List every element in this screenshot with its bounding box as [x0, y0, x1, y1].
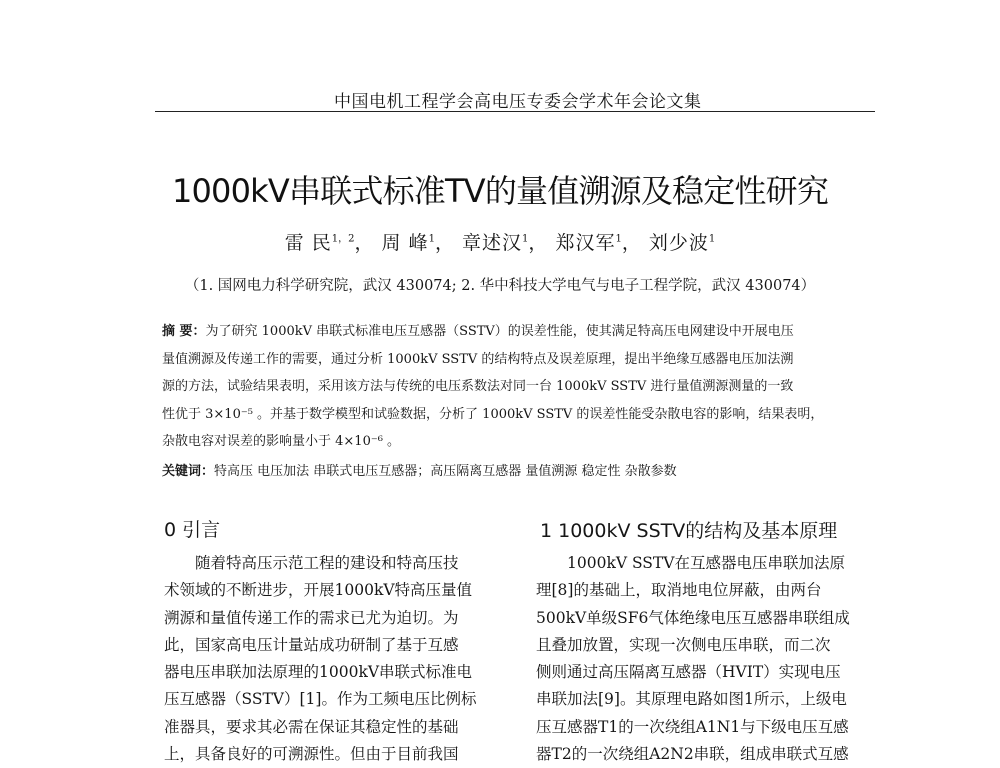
right-column [536, 550, 874, 768]
author-name: 雷 民 [284, 232, 332, 254]
abstract-line: 杂散电容对误差的影响量小于 4×10⁻⁶ 。 [162, 434, 401, 449]
paragraph-line: 1000kV SSTV在互感器电压串联加法原 [536, 554, 845, 572]
abstract-line: 源的方法，试验结果表明，采用该方法与传统的电压系数法对同一台 1000kV SSTV 进行量值溯源测量的一致 [162, 379, 794, 394]
paragraph-line: 500kV单级SF6气体绝缘电压互感器串联组成 [536, 608, 850, 627]
paragraph-line: 随着特高压示范工程的建设和特高压技 [164, 554, 459, 572]
affiliations: （1. 国网电力科学研究院，武汉 430074; 2. 华中科技大学电气与电子工程学院，武汉 430074） [184, 278, 816, 294]
paragraph-line: 侧则通过高压隔离互感器（HVIT）实现电压 [536, 663, 841, 682]
author-affil-mark: 1，2 [331, 233, 355, 245]
paragraph-line: 且叠加放置，实现一次侧电压串联，而二次 [536, 635, 831, 654]
section-heading-introduction: 0 引言 [164, 519, 221, 541]
abstract-line: 性优于 3×10⁻⁵ 。并基于数学模型和试验数据，分析了 1000kV SSTV 的误差性能受杂散电容的影响，结果表明， [162, 406, 824, 422]
keywords [162, 460, 870, 479]
author-affil-mark: 1 [522, 233, 529, 245]
author-affil-mark: 1 [708, 233, 716, 245]
paragraph-line: 器T2的一次绕组A2N2串联，组成串联式互感 [536, 745, 849, 764]
paragraph-line: 理[8]的基础上，取消地电位屏蔽，由两台 [536, 581, 822, 600]
abstract-label: 摘 要： [162, 324, 206, 339]
section-heading-structure: 1 1000kV SSTV的结构及基本原理 [540, 520, 838, 542]
abstract-text: 为了研究 1000kV 串联式标准电压互感器（SSTV）的误差性能，使其满足特高压电网建设中开展电压 [205, 324, 794, 339]
paragraph-line: 溯源和量值传递工作的需求已尤为迫切。为 [164, 608, 459, 627]
paragraph-line: 压互感器（SSTV）[1]。作为工频电压比例标 [164, 690, 477, 709]
keywords-label: 关键词： [162, 464, 215, 479]
author-affil-mark: 1 [615, 233, 622, 245]
author-list: 雷 民$^{1,2}$， 周 峰$^1$， 章述汉$^1$， 郑汉军$^1$， 刘少波$^1$ [284, 232, 716, 254]
running-header: 中国电机工程学会高电压专委会学术年会论文集 [334, 92, 702, 112]
keywords-text: 特高压 电压加法 串联式电压互感器；高压隔离互感器 量值溯源 稳定性 杂散参数 [214, 464, 677, 479]
author-name: 郑汉军 [555, 232, 616, 254]
paragraph-line: 器电压串联加法原理的1000kV串联式标准电 [164, 663, 473, 682]
header-rule [155, 111, 875, 112]
author-affil-mark: 1 [428, 233, 435, 245]
paper-title: 1000kV串联式标准TV的量值溯源及稳定性研究 [171, 172, 829, 210]
paragraph-line: 术领域的不断进步，开展1000kV特高压量值 [164, 581, 473, 600]
author-name: 章述汉 [462, 232, 523, 254]
abstract [162, 318, 870, 456]
paragraph-line: 准器具，要求其必需在保证其稳定性的基础 [164, 717, 459, 736]
paragraph-line: 上，具备良好的可溯源性。但由于目前我国 [164, 745, 459, 764]
abstract-line: 量值溯源及传递工作的需要，通过分析 1000kV SSTV 的结构特点及误差原理，提出半绝缘互感器电压加法溯 [162, 351, 794, 367]
paragraph-line: 串联加法[9]。其原理电路如图1所示，上级电 [536, 690, 847, 709]
author-name: 周 峰 [381, 232, 429, 254]
left-column [164, 550, 502, 768]
paragraph-line: 此，国家高电压计量站成功研制了基于互感 [164, 635, 459, 654]
paragraph-line: 压互感器T1的一次绕组A1N1与下级电压互感 [536, 717, 849, 736]
author-name: 刘少波 [648, 232, 709, 254]
abstract-line [162, 318, 870, 346]
